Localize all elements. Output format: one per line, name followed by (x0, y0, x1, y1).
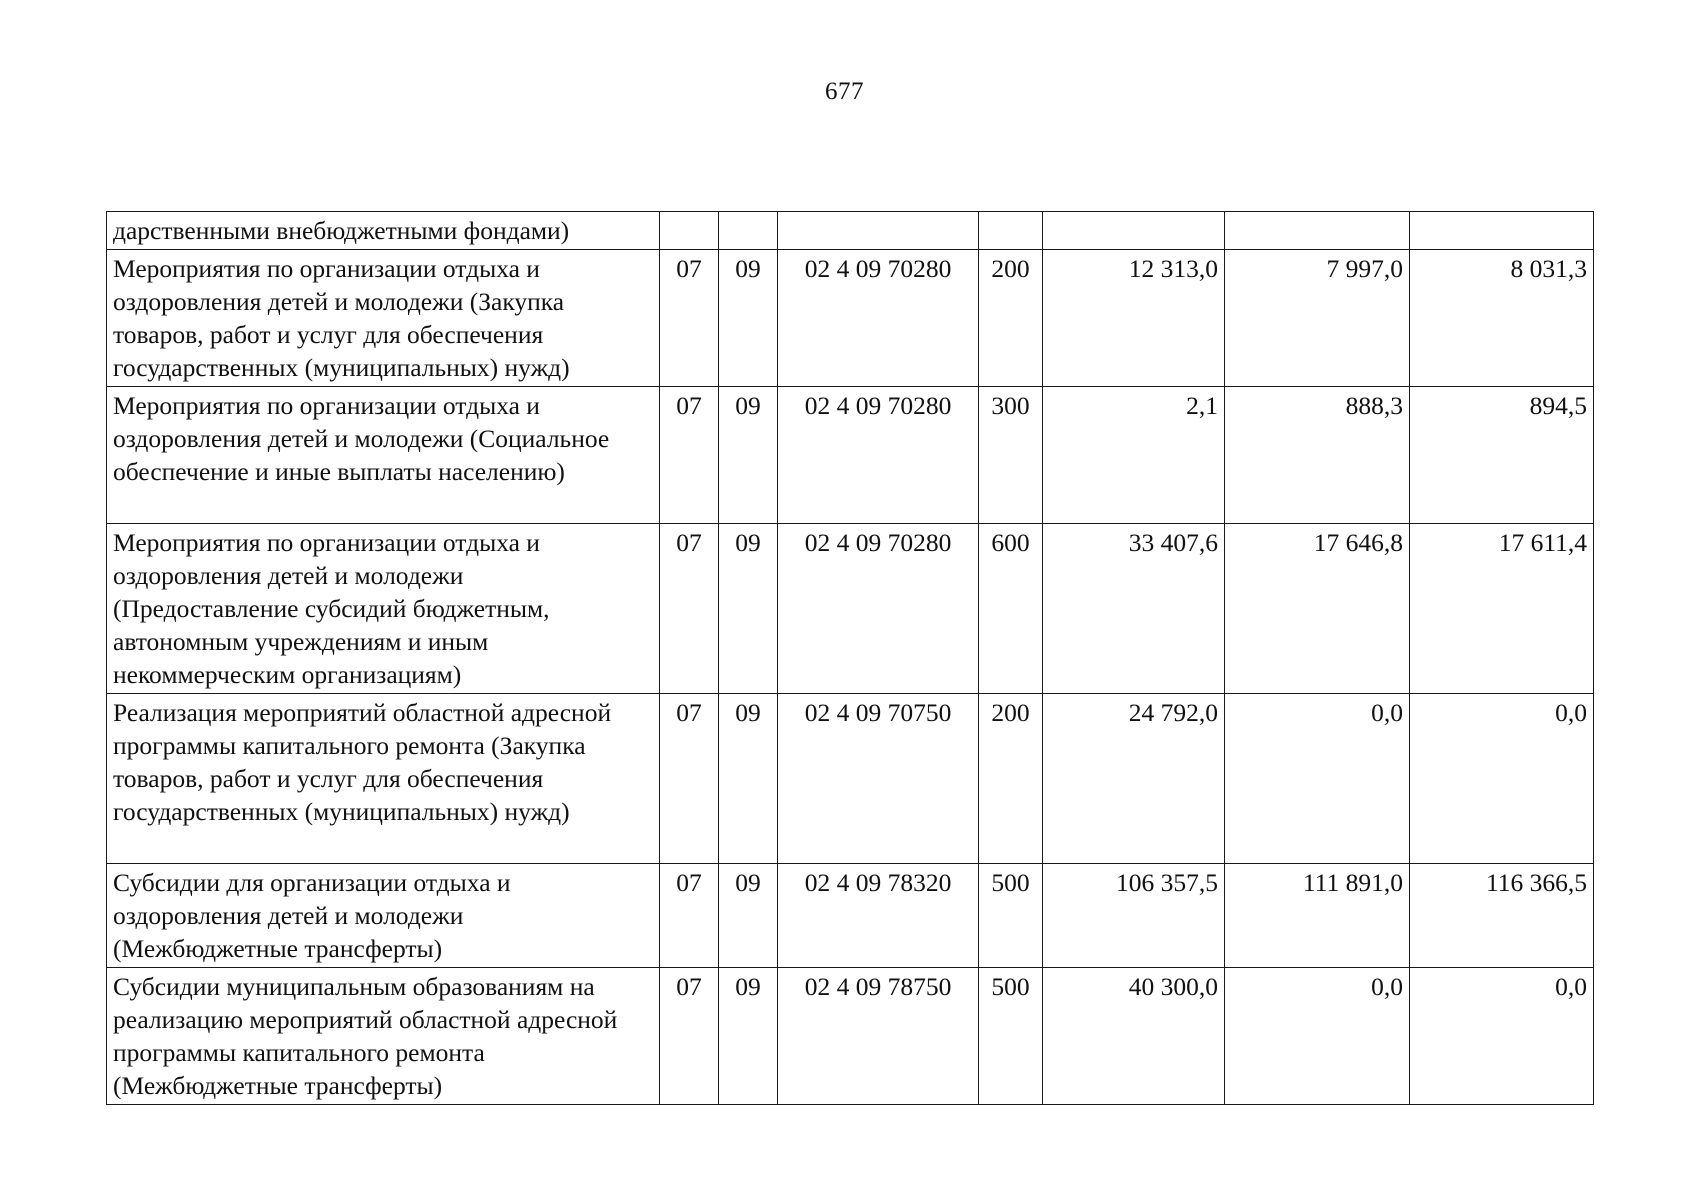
target-article-cell: 02 4 09 70280 (778, 250, 979, 387)
amount-year2-cell: 888,3 (1225, 387, 1410, 524)
expense-type-cell: 600 (979, 524, 1043, 694)
amount-year1-cell: 106 357,5 (1043, 864, 1225, 968)
amount-year2-cell: 17 646,8 (1225, 524, 1410, 694)
expense-type-cell: 200 (979, 250, 1043, 387)
row-name-cell: дарственными внебюджетными фондами) (107, 212, 660, 250)
section-code-cell (660, 212, 719, 250)
subsection-code-cell (719, 212, 778, 250)
amount-year1-cell: 33 407,6 (1043, 524, 1225, 694)
table-row (107, 694, 1594, 864)
amount-year1-cell: 24 792,0 (1043, 694, 1225, 864)
amount-year3-cell: 894,5 (1410, 387, 1594, 524)
target-article-cell: 02 4 09 78750 (778, 968, 979, 1105)
row-name-cell: Субсидии для организации отдыха и оздоровления детей и молодежи (Межбюджетные трансферты) (107, 864, 660, 968)
row-name-cell: Реализация мероприятий областной адресной программы капитального ремонта (Закупка товаров, работ и услуг для обеспечения государственных (муниципальных) нужд) (107, 694, 660, 864)
section-code-cell: 07 (660, 694, 719, 864)
amount-year3-cell: 17 611,4 (1410, 524, 1594, 694)
table-row (107, 250, 1594, 387)
section-code-cell: 07 (660, 864, 719, 968)
amount-year1-cell: 12 313,0 (1043, 250, 1225, 387)
section-code-cell: 07 (660, 250, 719, 387)
row-name-cell: Мероприятия по организации отдыха и оздоровления детей и молодежи (Закупка товаров, работ и услуг для обеспечения государственных (муниципальных) нужд) (107, 250, 660, 387)
subsection-code-cell: 09 (719, 968, 778, 1105)
page-number: 677 (825, 78, 864, 105)
amount-year2-cell: 111 891,0 (1225, 864, 1410, 968)
amount-year1-cell: 2,1 (1043, 387, 1225, 524)
table-row (107, 864, 1594, 968)
target-article-cell: 02 4 09 70280 (778, 387, 979, 524)
amount-year2-cell (1225, 212, 1410, 250)
expense-type-cell: 500 (979, 864, 1043, 968)
amount-year2-cell: 0,0 (1225, 694, 1410, 864)
expense-type-cell: 200 (979, 694, 1043, 864)
subsection-code-cell: 09 (719, 387, 778, 524)
section-code-cell: 07 (660, 524, 719, 694)
table-row (107, 524, 1594, 694)
subsection-code-cell: 09 (719, 524, 778, 694)
subsection-code-cell: 09 (719, 694, 778, 864)
amount-year3-cell: 116 366,5 (1410, 864, 1594, 968)
section-code-cell: 07 (660, 968, 719, 1105)
expense-type-cell (979, 212, 1043, 250)
table-row (107, 968, 1594, 1105)
expense-type-cell: 300 (979, 387, 1043, 524)
budget-table (106, 211, 1594, 1105)
amount-year1-cell: 40 300,0 (1043, 968, 1225, 1105)
amount-year2-cell: 0,0 (1225, 968, 1410, 1105)
target-article-cell: 02 4 09 70280 (778, 524, 979, 694)
row-name-cell: Мероприятия по организации отдыха и оздоровления детей и молодежи (Социальное обеспечение и иные выплаты населению) (107, 387, 660, 524)
target-article-cell (778, 212, 979, 250)
expense-type-cell: 500 (979, 968, 1043, 1105)
subsection-code-cell: 09 (719, 250, 778, 387)
amount-year3-cell: 0,0 (1410, 968, 1594, 1105)
row-name-cell: Мероприятия по организации отдыха и оздоровления детей и молодежи (Предоставление субсидий бюджетным, автономным учреждениям и иным некоммерческим организациям) (107, 524, 660, 694)
table-row (107, 212, 1594, 250)
target-article-cell: 02 4 09 78320 (778, 864, 979, 968)
amount-year2-cell: 7 997,0 (1225, 250, 1410, 387)
target-article-cell: 02 4 09 70750 (778, 694, 979, 864)
amount-year3-cell: 0,0 (1410, 694, 1594, 864)
amount-year3-cell (1410, 212, 1594, 250)
table-row (107, 387, 1594, 524)
subsection-code-cell: 09 (719, 864, 778, 968)
amount-year1-cell (1043, 212, 1225, 250)
amount-year3-cell: 8 031,3 (1410, 250, 1594, 387)
section-code-cell: 07 (660, 387, 719, 524)
row-name-cell: Субсидии муниципальным образованиям на реализацию мероприятий областной адресной программы капитального ремонта (Межбюджетные трансферты) (107, 968, 660, 1105)
